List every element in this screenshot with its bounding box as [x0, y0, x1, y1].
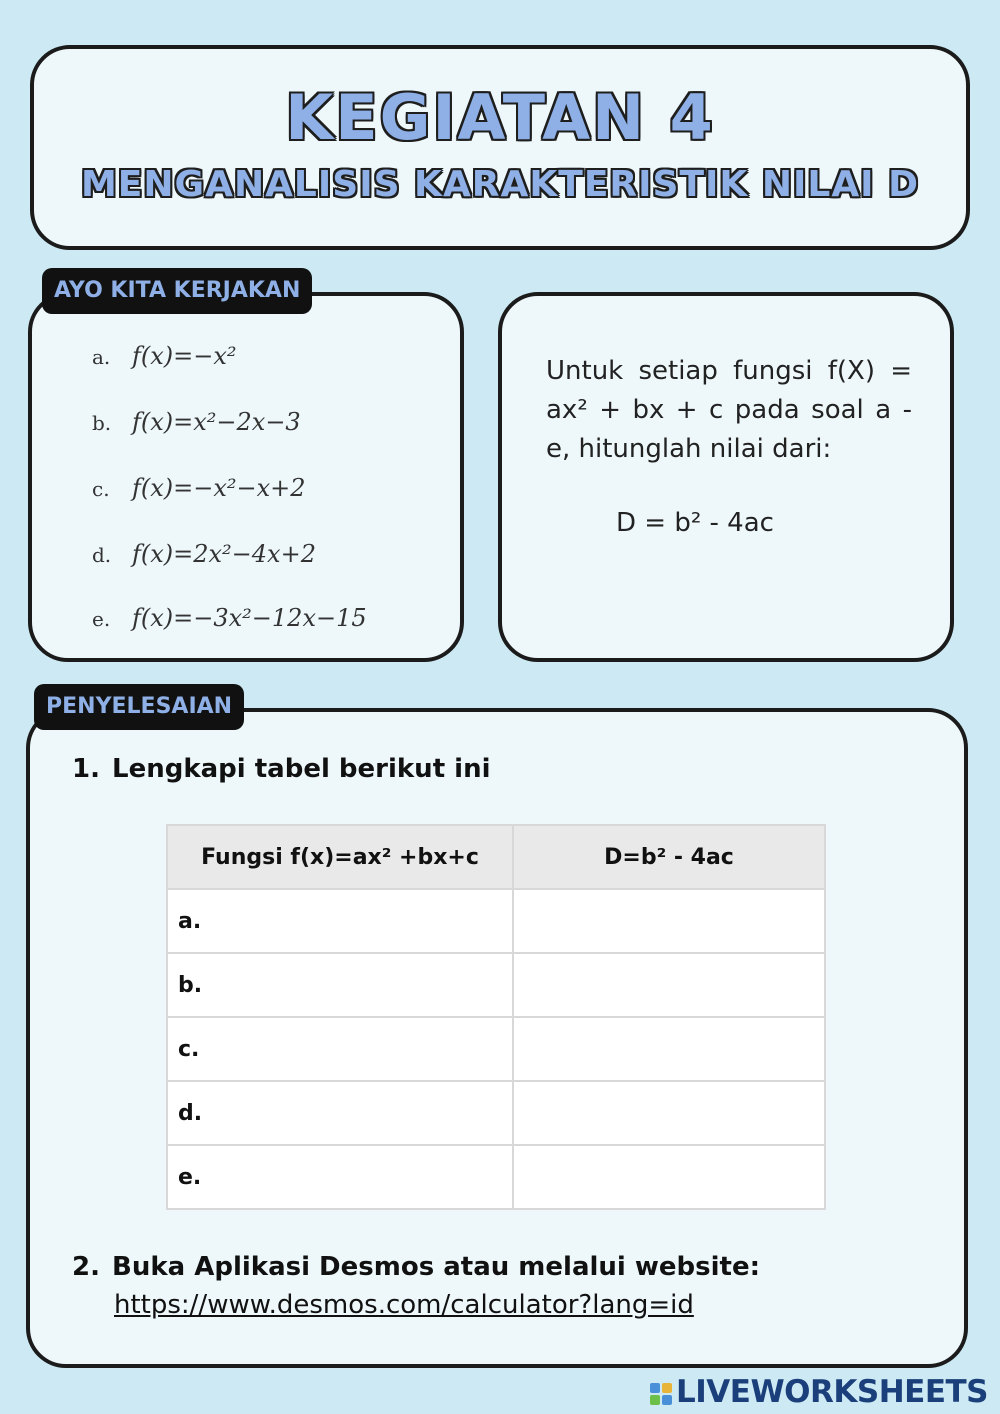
step-number: 1.: [72, 754, 100, 784]
row-label: c.: [167, 1017, 513, 1081]
answer-cell[interactable]: [513, 953, 825, 1017]
problem-letter: d.: [92, 543, 112, 567]
problem-item: [92, 540, 316, 568]
step-2: [72, 1252, 760, 1282]
problem-item: [92, 342, 237, 370]
liveworksheets-logo[interactable]: [650, 1374, 988, 1410]
table-row: [167, 1145, 825, 1209]
section-label-solution: PENYELESAIAN: [34, 684, 244, 730]
row-label: a.: [167, 889, 513, 953]
row-label: e.: [167, 1145, 513, 1209]
desmos-link[interactable]: https://www.desmos.com/calculator?lang=id: [114, 1290, 694, 1320]
liveworksheets-text: LIVEWORKSHEETS: [676, 1374, 988, 1410]
answer-cell[interactable]: [513, 1081, 825, 1145]
discriminant-formula: D = b² - 4ac: [616, 508, 774, 538]
answer-cell[interactable]: [513, 1145, 825, 1209]
answer-cell[interactable]: [513, 889, 825, 953]
problem-expression: f(x)=−x²−x+2: [132, 474, 306, 502]
instruction-card: [498, 292, 954, 662]
problem-item: [92, 474, 306, 502]
table-row: [167, 953, 825, 1017]
answer-table: [166, 824, 826, 1210]
table-header-row: [167, 825, 825, 889]
step-text: Buka Aplikasi Desmos atau melalui website:: [112, 1252, 760, 1282]
problem-letter: c.: [92, 477, 110, 501]
problem-item: [92, 408, 301, 436]
problem-expression: f(x)=−x²: [132, 342, 237, 370]
solution-card: [26, 708, 968, 1368]
step-1: [72, 754, 491, 784]
table-row: [167, 1081, 825, 1145]
answer-cell[interactable]: [513, 1017, 825, 1081]
problem-expression: f(x)=−3x²−12x−15: [132, 604, 367, 632]
page-title: KEGIATAN 4: [285, 81, 715, 154]
row-label: b.: [167, 953, 513, 1017]
liveworksheets-icon: [650, 1383, 672, 1405]
problem-letter: a.: [92, 345, 111, 369]
problem-item: [92, 604, 367, 632]
problem-letter: b.: [92, 411, 112, 435]
problems-card: [28, 292, 464, 662]
column-header-function: Fungsi f(x)=ax² +bx+c: [167, 825, 513, 889]
problem-expression: f(x)=x²−2x−3: [132, 408, 301, 436]
step-text: Lengkapi tabel berikut ini: [112, 754, 491, 784]
row-label: d.: [167, 1081, 513, 1145]
table-row: [167, 1017, 825, 1081]
page-subtitle: MENGANALISIS KARAKTERISTIK NILAI D: [80, 164, 919, 205]
instruction-text: Untuk setiap fungsi f(X) = ax² + bx + c pada soal a - e, hitunglah nilai dari:: [546, 356, 912, 464]
title-card: [30, 45, 970, 250]
section-label-problems: AYO KITA KERJAKAN: [42, 268, 312, 314]
problem-letter: e.: [92, 607, 111, 631]
problem-expression: f(x)=2x²−4x+2: [132, 540, 316, 568]
column-header-discriminant: D=b² - 4ac: [513, 825, 825, 889]
table-row: [167, 889, 825, 953]
step-number: 2.: [72, 1252, 100, 1282]
